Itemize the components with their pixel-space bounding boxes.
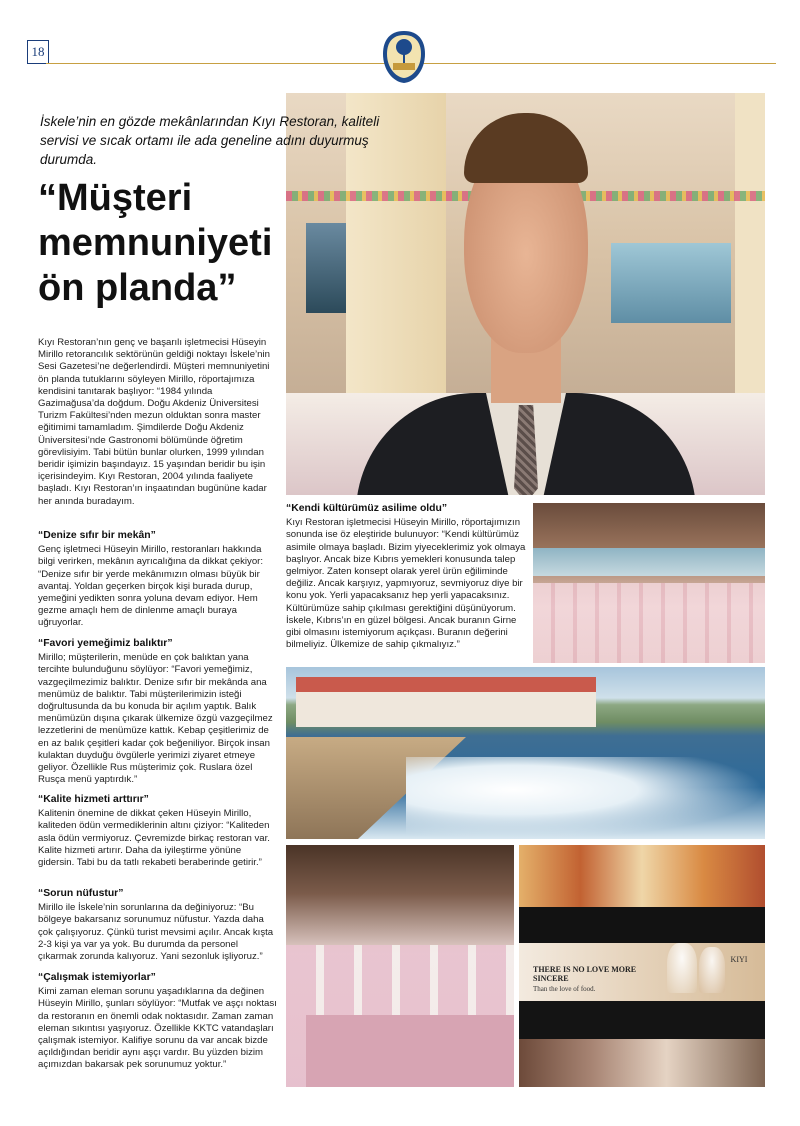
advert-brand: KIYI (730, 955, 748, 964)
food-platter-photo (519, 845, 765, 907)
section-heading: “Denize sıfır bir mekân” (38, 530, 156, 541)
section-body: Kimi zaman eleman sorunu yaşadıklarına da değinen Hüseyin Mirillo, şunları söylüyor: “Mutfak ve aşçı noktası da restoranın en önemli odak noktasıdır. Zaman zaman eleman sıkıntısı yaşıyoruz. Özellikle KKTC vatandaşları çalışmak istemiyor. Kalifiye sorunu da var ancak bizde açıldığından beridir aynı aşçı vardır. Bu yüzden bizim açımızdan bakarsak pek sorunumuz yoktur.” (38, 986, 277, 1071)
section-body: Genç işletmeci Hüseyin Mirillo, restoranları hakkında bilgi verirken, mekânın ayrıcalığına da dikkat çekiyor: “Denize sıfır bir yerde mekânımızın olması büyük bir avantaj. Yoldan geçerken birçok kişi burada durup, yemeğini yedikten sonra yoluna devam ediyor. Hem gezme amaçlı hem de dinlenme amaçlı buraya uğruyorlar. (38, 544, 264, 629)
wine-glass-icon (667, 943, 697, 993)
section-heading: “Sorun nüfustur” (38, 888, 124, 899)
magazine-seal-icon (382, 30, 426, 84)
section-seaside (38, 530, 278, 630)
advert-dark-band (519, 907, 765, 943)
terrace-tables-photo (286, 845, 514, 1087)
headline: “Müşteri memnuniyeti ön planda” (38, 177, 273, 309)
section-heading: “Kendi kültürümüz asilime oldu” (286, 503, 448, 514)
section-body: Mirillo ile İskele’nin sorunlarına da değiniyoruz: “Bu bölgeye bakarsanız sorunumuz nüfustur. Yazda daha çok çalışıyoruz. Çünkü turist mevsimi açılır. Ancak kışta 2-3 kişi ya var ya yok. Bu durumda da personel çıkarmak zorunda kalıyoruz. Yani sezonluk işliyoruz.” (38, 902, 274, 963)
section-heading: “Favori yemeğimiz balıktır” (38, 638, 173, 649)
wine-glass-icon (699, 947, 725, 993)
section-population (38, 888, 278, 963)
section-staff (38, 972, 278, 1072)
page-number: 18 (27, 40, 49, 64)
section-heading: “Çalışmak istemiyorlar” (38, 972, 156, 983)
section-body: Mirillo; müşterilerin, menüde en çok balıktan yana tercihte bulunduğunu söylüyor: “Favori yemeğimiz, vazgeçilmezimiz balıktır. Denize sıfır bir mekânda ana menümüz de balıktır. Tabi müşterilerimizin isteği doğrultusunda da bu konuda bir açılım yaptık. Balık menümüzün dışına çıkarak ülkemize özgü vazgeçilmez lezzetlerini de menümüze kattık. Kebap çeşitlerimiz de en az balık çeşitleri kadar çok beğeniliyor. Birçok insan kulaktan duyduğu övgülerle yerimizi ziyaret etmeye geliyor. Özellikle Rus müşterimiz çok. Ruslara özel Rusça menü yaptırdık.” (38, 652, 273, 786)
restaurant-advert (519, 943, 765, 1001)
seaside-terrace-photo (286, 667, 765, 839)
lead-paragraph (38, 337, 278, 508)
section-favorite-dish (38, 638, 278, 786)
section-body: Kalitenin önemine de dikkat çeken Hüseyin Mirillo, kaliteden ödün vermediklerinin altını çiziyor: “Kaliteden asla ödün vermiyoruz. Çevremizde birkaç restoran var. Kalite hizmeti artırır. Daha da iyileştirme yönüne gidersin. Tabi bu da tatlı rekabeti beraberinde getirir.” (38, 808, 270, 869)
evening-diners-photo (519, 1039, 765, 1087)
section-body: Kıyı Restoran işletmecisi Hüseyin Mirillo, röportajımızın sonunda ise öz eleştiride bulunuyor: “Kendi kültürümüz asimile olmaya başladı. Bizim yiyeceklerimiz yok olmaya başlıyor. Ancak bize Kıbrıs yemekleri konusunda talep gelmiyor. Zaten konsept olarak yerel ürün eğiliminde değiliz. Ancak karşıyız, yapmıyoruz, sevmiyoruz diye bir konu yok. Yerli yapacaksanız hep yerli yapacaksınız. Kültürümüze sahip çıkılması gerektiğini düşünüyorum. İskele, Kıbrıs’ın en güzel bölgesi. Ancak buranın Girne gibi olmasını istemiyorum açıkçası. Buranın değerini bilmeliyiz. Ülkemize de sahip çıkmalıyız.” (286, 517, 526, 651)
advert-tagline: THERE IS NO LOVE MORE SINCERE (533, 965, 637, 983)
advert-footer-band (519, 1001, 765, 1039)
intro-text: İskele’nin en gözde mekânlarından Kıyı Restoran, kaliteli servisi ve sıcak ortamı ile ada geneline adını duyurmuş durumda. (40, 114, 380, 167)
section-quality (38, 794, 278, 869)
dining-hall-photo (533, 503, 765, 663)
section-culture (286, 503, 526, 651)
advert-subline: Than the love of food. (533, 985, 596, 993)
lead-text: Kıyı Restoran’nın genç ve başarılı işletmecisi Hüseyin Mirillo retorancılık sektörünün geldiği noktayı İskele’nin Sesi Gazetesi’ne değerlendirdi. Müşteri memnuniyetini ön planda tutuklarını söyleyen Mirillo, röportajımıza kendisini tanıtarak başlıyor: “1984 yılında Gazimağusa’da doğdum. Doğu Akdeniz Üniversitesi Turizm Fakültesi’nden mezun olduktan sonra master eğitimimi tamamladım. Şimdilerde Doğu Akdeniz Üniversitesi’nde Gastronomi bölümünde öğretim görevlisiyim. Tabi bütün bunlar olurken, 1999 yılından beridir işimizin başındayız. 15 yaşından beridir bu işin içerisindeyim. Kıyı Restoran, 2004 yılında faaliyete başladı. Kıyı Restoran’ın inşaatından bugününe kadar her anında buradayım. (38, 337, 270, 507)
section-heading: “Kalite hizmeti arttırır” (38, 794, 149, 805)
